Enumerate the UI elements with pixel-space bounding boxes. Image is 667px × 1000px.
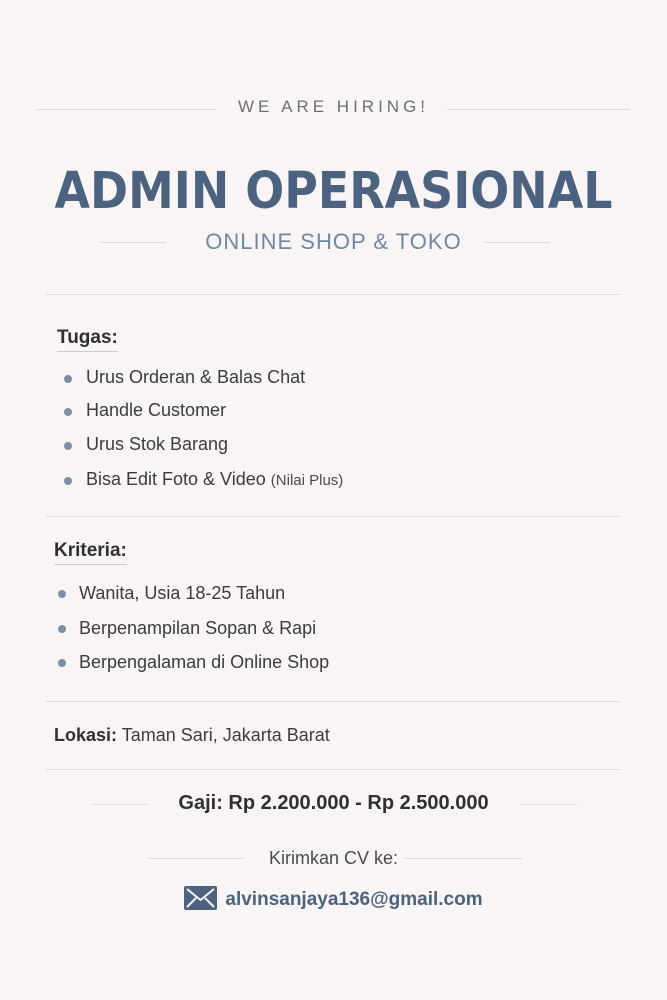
bullet-icon — [64, 477, 72, 485]
job-subtitle: ONLINE SHOP & TOKO — [205, 229, 462, 254]
kriteria-item: Wanita, Usia 18-25 Tahun — [79, 583, 286, 603]
kriteria-item: Berpengalaman di Online Shop — [79, 652, 330, 672]
kriteria-item: Berpenampilan Sopan & Rapi — [79, 618, 317, 638]
salary-text: Gaji: Rp 2.200.000 - Rp 2.500.000 — [178, 792, 489, 814]
section-divider — [46, 769, 620, 770]
bullet-icon — [64, 408, 72, 416]
tugas-heading: Tugas: — [57, 327, 118, 352]
section-divider — [46, 701, 620, 702]
bullet-icon — [64, 375, 72, 383]
bullet-icon — [64, 442, 72, 450]
tugas-item: Urus Stok Barang — [86, 434, 229, 454]
tugas-item: Handle Customer — [86, 400, 227, 420]
tugas-item-note: (Nilai Plus) — [270, 472, 344, 489]
send-cv-prompt: Kirimkan CV ke: — [268, 848, 399, 868]
job-title: ADMIN OPERASIONAL — [54, 162, 613, 221]
envelope-icon — [184, 886, 217, 915]
hiring-tagline: WE ARE HIRING! — [237, 97, 430, 116]
email-row — [0, 885, 667, 915]
location-value: Taman Sari, Jakarta Barat — [121, 725, 330, 745]
section-divider — [46, 294, 620, 295]
kriteria-heading: Kriteria: — [54, 540, 127, 565]
bullet-icon — [58, 625, 66, 633]
bullet-icon — [58, 659, 66, 667]
email-address[interactable]: alvinsanjaya136@gmail.com — [225, 889, 483, 910]
section-divider — [46, 516, 620, 517]
tugas-item: Urus Orderan & Balas Chat — [86, 367, 306, 387]
location-row — [54, 725, 330, 746]
tugas-item: Bisa Edit Foto & Video (Nilai Plus) — [86, 469, 344, 489]
bullet-icon — [58, 590, 66, 598]
location-label: Lokasi: — [54, 725, 118, 745]
